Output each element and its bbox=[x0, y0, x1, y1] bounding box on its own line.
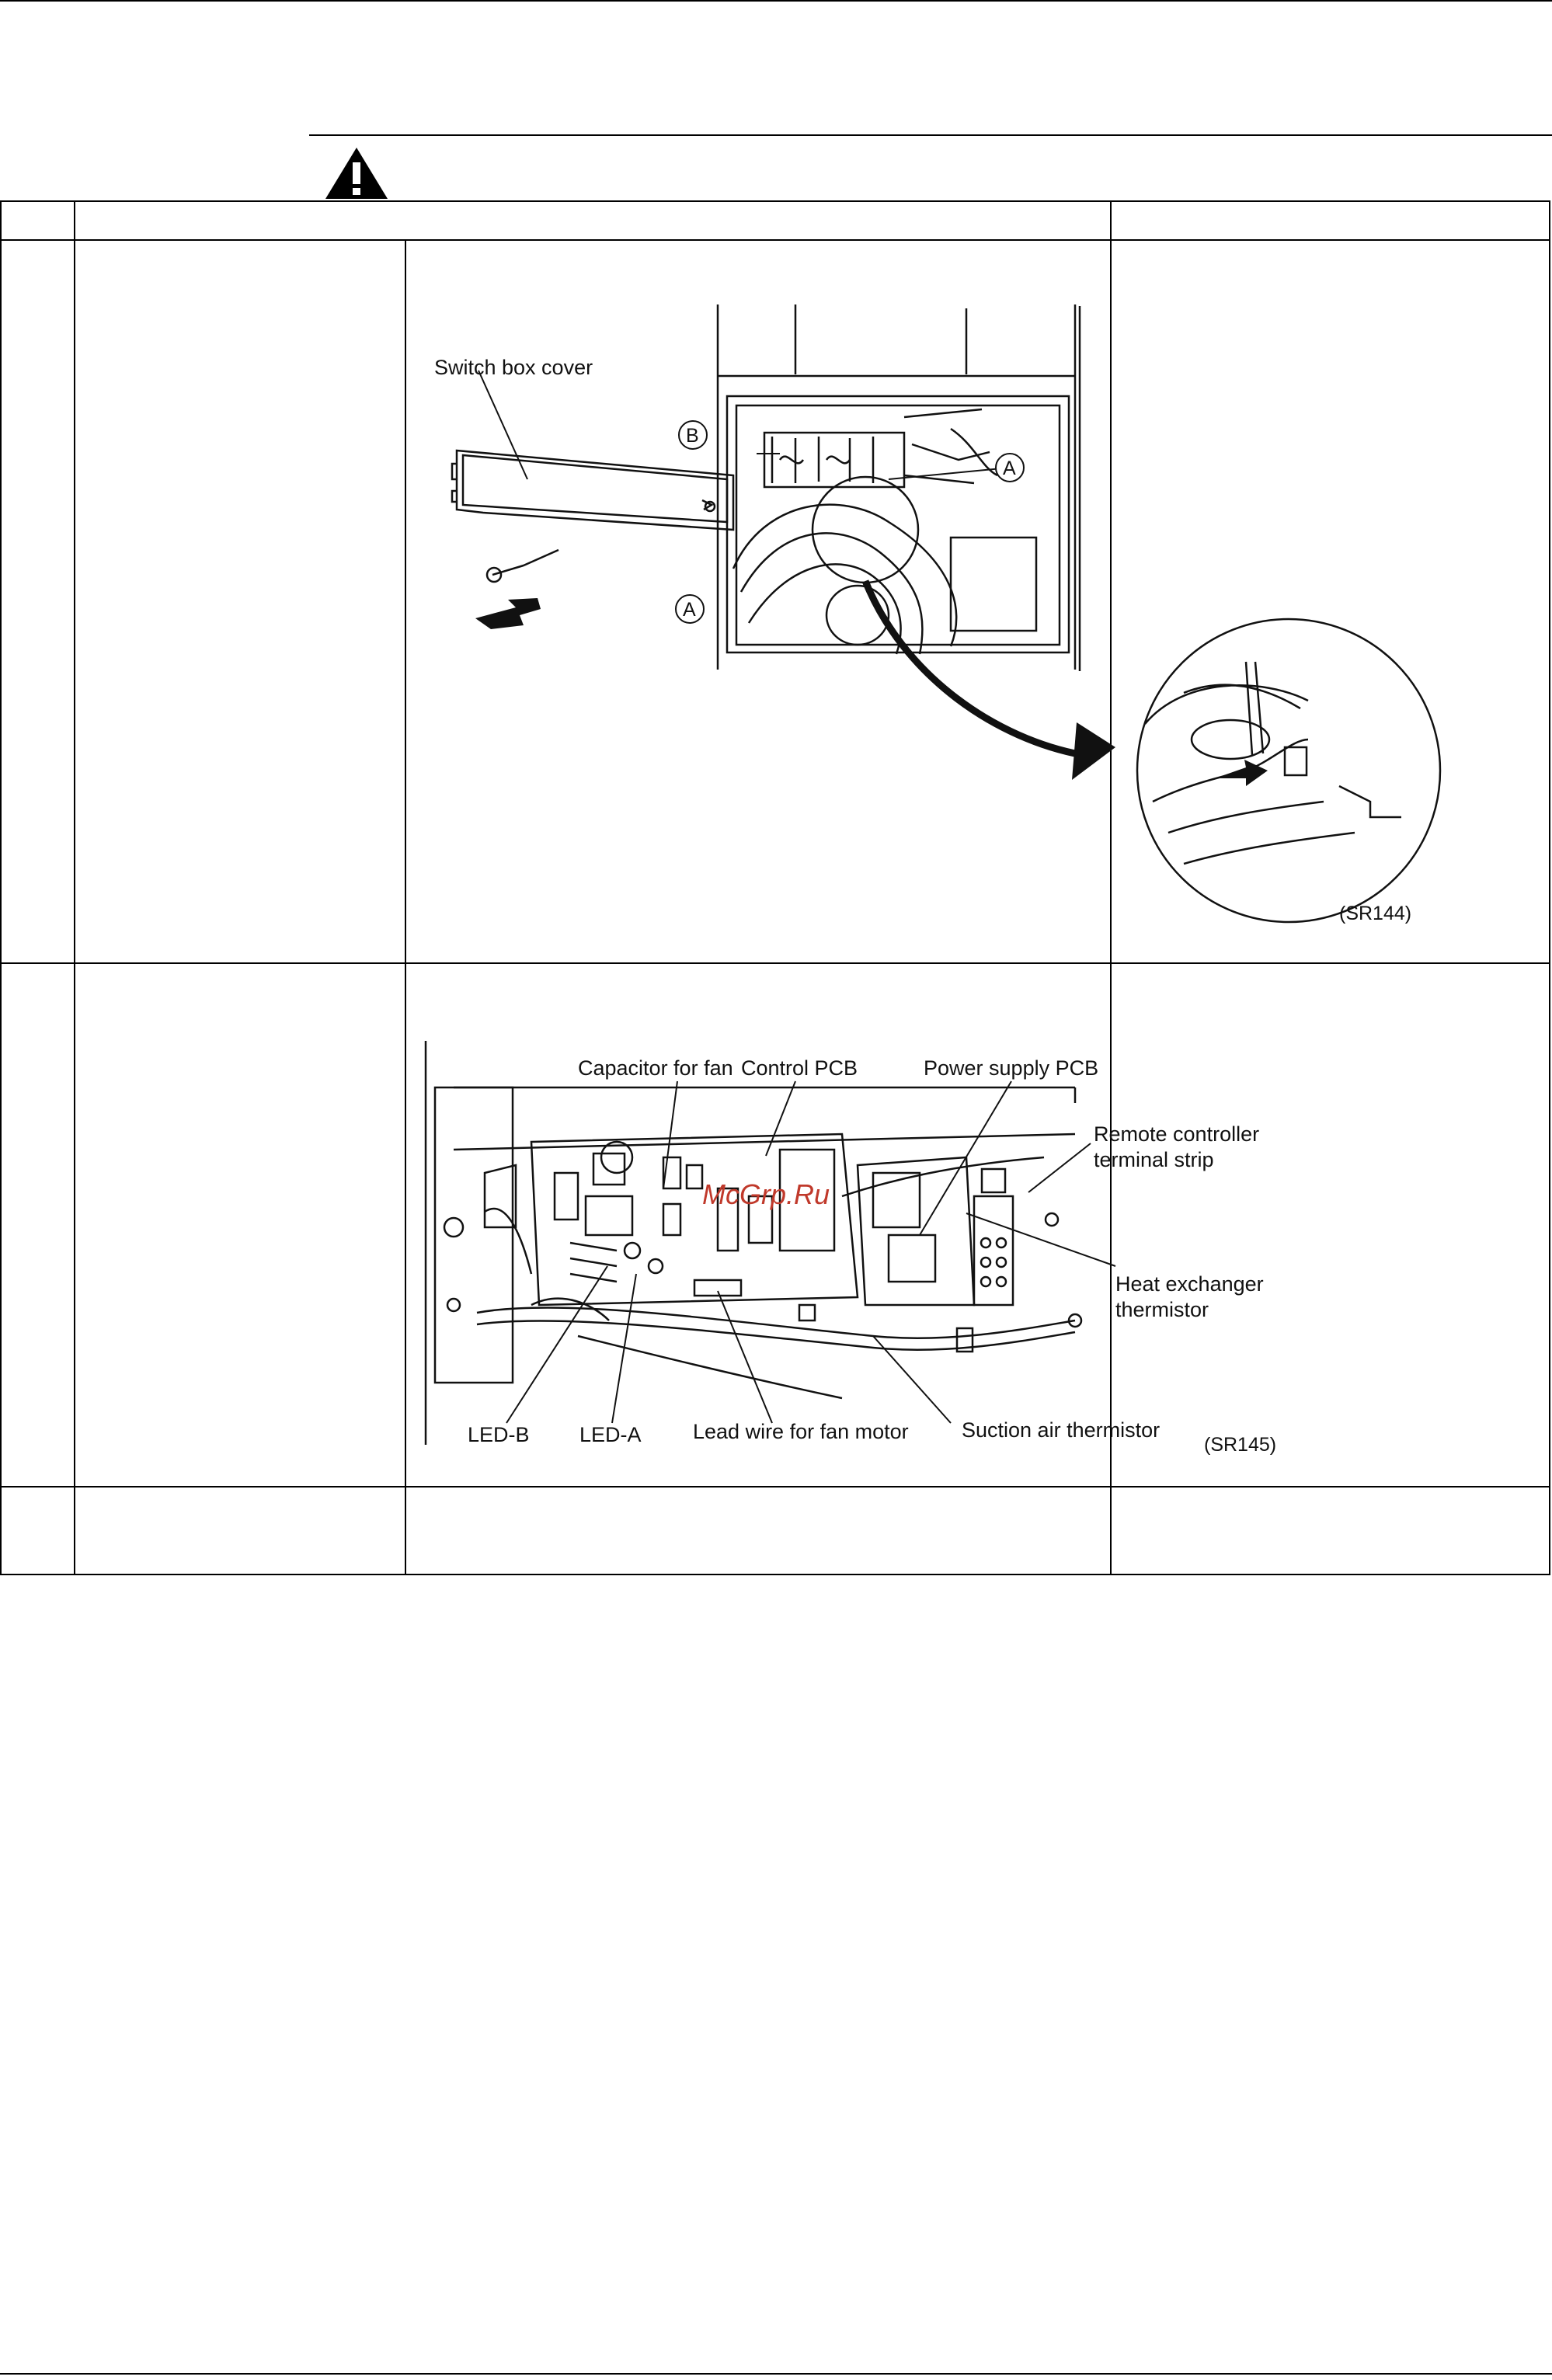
switch-box-cover-label: Switch box cover bbox=[434, 356, 593, 379]
marker-a-right: A bbox=[1003, 458, 1016, 479]
led-a-label: LED-A bbox=[579, 1423, 642, 1446]
bottom-border bbox=[0, 2373, 1552, 2375]
control-pcb-label: Control PCB bbox=[741, 1056, 858, 1080]
thermistor-label: thermistor bbox=[1115, 1298, 1209, 1321]
figure-code-sr144: (SR144) bbox=[1339, 903, 1412, 924]
marker-a-left: A bbox=[683, 599, 696, 621]
power-supply-pcb-label: Power supply PCB bbox=[924, 1056, 1099, 1080]
lead-wire-label: Lead wire for fan motor bbox=[693, 1420, 909, 1443]
figure-code-sr145: (SR145) bbox=[1204, 1434, 1277, 1456]
led-b-label: LED-B bbox=[468, 1423, 530, 1446]
remote-controller-label: Remote controller bbox=[1094, 1122, 1260, 1146]
warning-triangle-icon bbox=[323, 145, 390, 201]
terminal-strip-label: terminal strip bbox=[1094, 1148, 1214, 1171]
suction-air-thermistor-label: Suction air thermistor bbox=[962, 1418, 1161, 1442]
watermark: McGrp.Ru bbox=[702, 1178, 830, 1210]
header-divider bbox=[309, 134, 1552, 136]
top-border bbox=[0, 0, 1552, 2]
capacitor-for-fan-label: Capacitor for fan bbox=[578, 1056, 733, 1080]
switch-box-cover-figure bbox=[407, 242, 1526, 941]
pcb-layout-figure bbox=[407, 1010, 1526, 1476]
marker-b: B bbox=[686, 425, 699, 447]
heat-exchanger-label: Heat exchanger bbox=[1115, 1272, 1264, 1296]
